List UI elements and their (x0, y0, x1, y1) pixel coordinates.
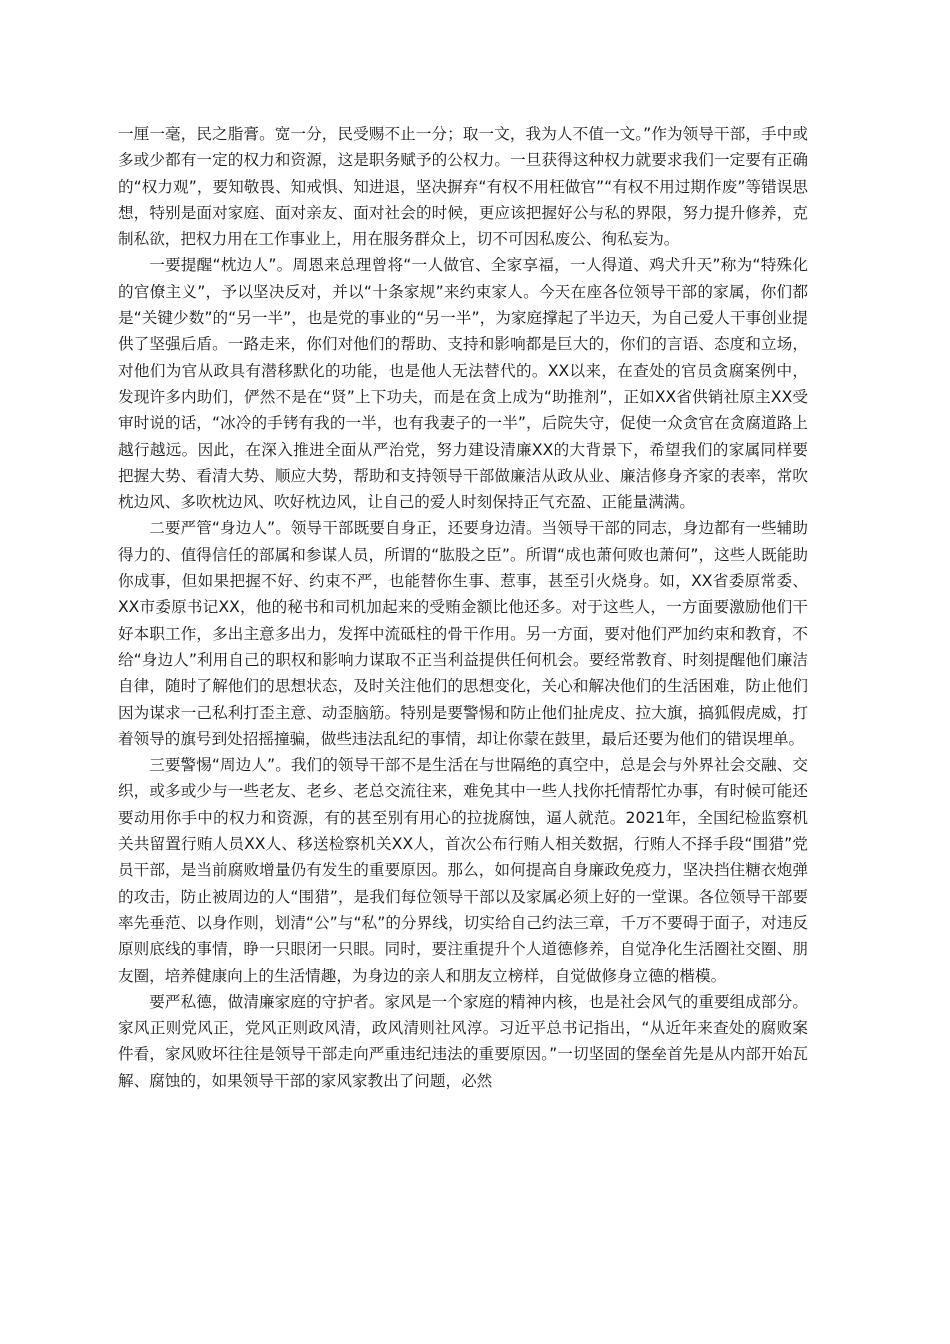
paragraph-2: 一要提醒“枕边人”。周恩来总理曾将“一人做官、全家享福，一人得道、鸡犬升天”称为“特殊化的官僚主义”，予以坚决反对，并以“十条家规”来约束家人。今天在座各位领导干部的家属，你们都是“关键少数”的“另一半”，也是党的事业的“另一半”，为家庭撑起了半边天，为自己爱人干事创业提供了坚强后盾。一路走来，你们对他们的帮助、支持和影响都是巨大的，你们的言语、态度和立场，对他们为官从政具有潜移默化的功能，也是他人无法替代的。XX以来，在查处的官员贪腐案例中，发现许多内助们，俨然不是在“贤”上下功夫，而是在贪上成为“助推剂”，正如XX省供销社原主XX受审时说的话，“冰冷的手铐有我的一半，也有我妻子的一半”，后院失守，促使一众贪官在贪腐道路上越行越远。因此，在深入推进全面从严治党，努力建设清廉XX的大背景下，希望我们的家属同样要把握大势、看清大势、顺应大势，帮助和支持领导干部做廉洁从政从业、廉洁修身齐家的表率，常吹枕边风、多吹枕边风、吹好枕边风，让自己的爱人时刻保持正气充盈、正能量满满。 (118, 256, 808, 512)
paragraph-5: 要严私德，做清廉家庭的守护者。家风是一个家庭的精神内核，也是社会风气的重要组成部分。家风正则党风正，党风正则政风清，政风清则社风淳。习近平总书记指出，“从近年来查处的腐败案件看，家风败坏往往是领导干部走向严重违纪违法的重要原因。”一切坚固的堡垒首先是从内部开始瓦解、腐蚀的，如果领导干部的家风家教出了问题，必然 (118, 992, 808, 1090)
document-body (118, 121, 808, 1094)
paragraph-1: 一厘一毫，民之脂膏。宽一分，民受赐不止一分；取一文，我为人不值一文。”作为领导干部，手中或多或少都有一定的权力和资源，这是职务赋予的公权力。一旦获得这种权力就要求我们一定要有正确的“权力观”，要知敬畏、知戒惧、知进退，坚决摒弃“有权不用枉做官”“有权不用过期作废”等错误思想，特别是面对家庭、面对亲友、面对社会的时候，更应该把握好公与私的界限，努力提升修养，克制私欲，把权力用在工作事业上，用在服务群众上，切不可因私废公、徇私妄为。 (118, 125, 808, 249)
paragraph-3: 二要严管“身边人”。领导干部既要自身正，还要身边清。当领导干部的同志，身边都有一些辅助得力的、值得信任的部属和参谋人员，所谓的“肱股之臣”。所谓“成也萧何败也萧何”，这些人既能助你成事，但如果把握不好、约束不严，也能替你生事、惹事，甚至引火烧身。如，XX省委原常委、XX市委原书记XX，他的秘书和司机加起来的受贿金额比他还多。对于这些人，一方面要激励他们干好本职工作，多出主意多出力，发挥中流砥柱的骨干作用。另一方面，要对他们严加约束和教育，不给“身边人”利用自己的职权和影响力谋取不正当利益提供任何机会。要经常教育、时刻提醒他们廉洁自律，随时了解他们的思想状态，及时关注他们的思想变化，关心和解决他们的生活困难，防止他们因为谋求一己私利打歪主意、动歪脑筋。特别是要警惕和防止他们扯虎皮、拉大旗，搞狐假虎威，打着领导的旗号到处招摇撞骗，做些违法乱纪的事情，却让你蒙在鼓里，最后还要为他们的错误埋单。 (118, 519, 808, 748)
paragraph-4: 三要警惕“周边人”。我们的领导干部不是生活在与世隔绝的真空中，总是会与外界社会交融、交织，或多或少与一些老友、老乡、老总交流往来，难免其中一些人找你托情帮忙办事，有时候可能还要动用你手中的权力和资源，有的甚至别有用心的拉拢腐蚀，逼人就范。2021年，全国纪检监察机关共留置行贿人员XX人、移送检察机关XX人，首次公布行贿人相关数据，行贿人不择手段“围猎”党员干部，是当前腐败增量仍有发生的重要原因。那么，如何提高自身廉政免疫力，坚决挡住糖衣炮弹的攻击，防止被周边的人“围猎”，是我们每位领导干部以及家属必须上好的一堂课。各位领导干部要率先垂范、以身作则，划清“公”与“私”的分界线，切实给自己约法三章，千万不要碍于面子，对违反原则底线的事情，睁一只眼闭一只眼。同时，要注重提升个人道德修养，自觉净化生活圈社交圈、朋友圈，培养健康向上的生活情趣，为身边的亲人和朋友立榜样，自觉做修身立德的楷模。 (118, 756, 808, 985)
